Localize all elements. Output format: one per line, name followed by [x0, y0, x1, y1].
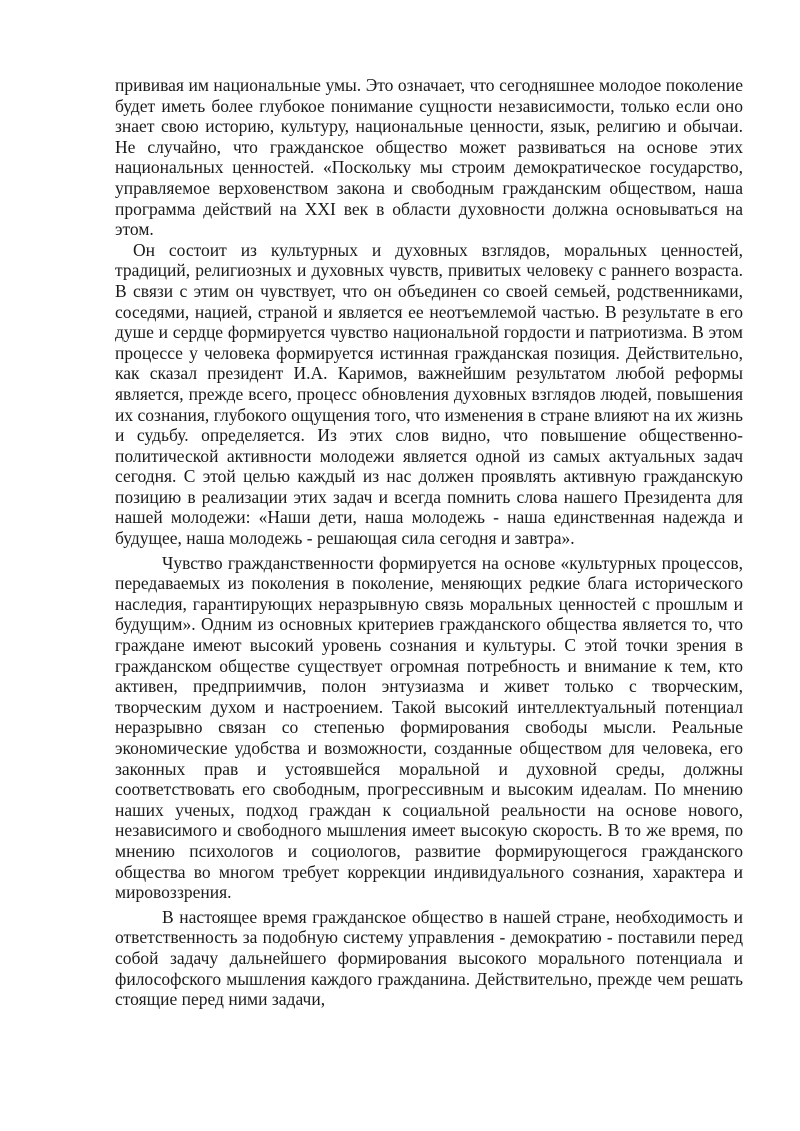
paragraph-1: прививая им национальные умы. Это означает, что сегодняшнее молодое поколение будет иметь более глубокое понимание сущности независимости, только если оно знает свою историю, культуру, национальные ценности, язык, религию и обычаи. Не случайно, что гражданское общество может развиваться на основе этих национальных ценностей. «Поскольку мы строим демократическое государство, управляемое верховенством закона и свободным гражданским обществом, наша программа действий на XXI век в области духовности должна основываться на этом.: [115, 75, 743, 240]
paragraph-4: В настоящее время гражданское общество в нашей стране, необходимость и ответственность за подобную систему управления - демократию - поставили перед собой задачу дальнейшего формирования высокого морального потенциала и философского мышления каждого гражданина. Действительно, прежде чем решать стоящие перед ними задачи,: [115, 906, 743, 1010]
document-page: [115, 75, 743, 1010]
paragraph-2: Он состоит из культурных и духовных взглядов, моральных ценностей, традиций, религиозных и духовных чувств, привитых человеку с раннего возраста. В связи с этим он чувствует, что он объединен со своей семьей, родственниками, соседями, нацией, страной и является ее неотъемлемой частью. В результате в его душе и сердце формируется чувство национальной гордости и патриотизма. В этом процессе у человека формируется истинная гражданская позиция. Действительно, как сказал президент И.А. Каримов, важнейшим результатом любой реформы является, прежде всего, процесс обновления духовных взглядов людей, повышения их сознания, глубокого ощущения того, что изменения в стране влияют на их жизнь и судьбу. определяется. Из этих слов видно, что повышение общественно-политической активности молодежи является одной из самых актуальных задач сегодня. С этой целью каждый из нас должен проявлять активную гражданскую позицию в реализации этих задач и всегда помнить слова нашего Президента для нашей молодежи: «Наши дети, наша молодежь - наша единственная надежда и будущее, наша молодежь - решающая сила сегодня и завтра».: [115, 239, 743, 549]
paragraph-3: Чувство гражданственности формируется на основе «культурных процессов, передаваемых из поколения в поколение, меняющих редкие блага исторического наследия, гарантирующих неразрывную связь моральных ценностей с прошлым и будущим». Одним из основных критериев гражданского общества является то, что граждане имеют высокий уровень сознания и культуры. С этой точки зрения в гражданском обществе существует огромная потребность и внимание к тем, кто активен, предприимчив, полон энтузиазма и живет только с творческим, творческим духом и настроением. Такой высокий интеллектуальный потенциал неразрывно связан со степенью формирования свободы мысли. Реальные экономические удобства и возможности, созданные обществом для человека, его законных прав и устоявшейся моральной и духовной среды, должны соответствовать его свободным, прогрессивным и высоким идеалам. По мнению наших ученых, подход граждан к социальной реальности на основе нового, независимого и свободного мышления имеет высокую скорость. В то же время, по мнению психологов и социологов, развитие формирующегося гражданского общества во многом требует коррекции индивидуального сознания, характера и мировоззрения.: [115, 552, 743, 903]
